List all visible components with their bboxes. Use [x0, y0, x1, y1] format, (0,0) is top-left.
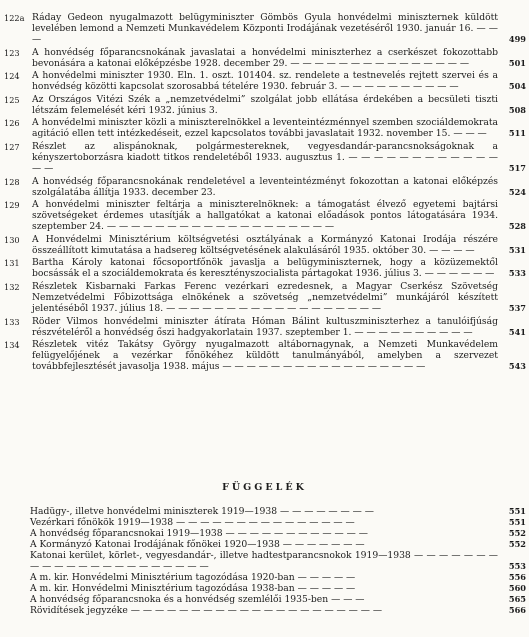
entry-page: 508	[508, 104, 526, 115]
entry-page: 511	[508, 128, 526, 139]
toc-entry	[4, 234, 526, 256]
toc-entry	[4, 339, 526, 372]
appendix-entry-text: A Kormányzó Katonai Irodájának főnökei 1920—1938 — — — — — — —	[30, 539, 365, 550]
entry-text: Röder Vilmos honvédelmi miniszter átírata Hóman Bálint kultuszminiszterhez a tanulóifjúság részvételéről a honvédség őszi hadgyakorlatain 1937. szeptember 1. — — — — — — — — — —	[32, 315, 498, 338]
appendix-entry	[30, 539, 526, 550]
appendix-entry-page: 565	[508, 594, 526, 604]
appendix-entry	[30, 605, 526, 616]
appendix-heading: FÜGGELÉK	[222, 482, 307, 493]
appendix-entry	[30, 550, 526, 572]
entry-number: 134	[4, 340, 20, 351]
entry-text: Részletek Kisbarnaki Farkas Ferenc vezérkari ezredesnek, a Magyar Cserkész Szövetség Nemzetvédelmi Főbizottsága elnökének a szövetség „nemzetvédelmi” munkájáról készített jelentéséből 1937. július 18. — — — — — — — — — — — — — — — — — —	[32, 280, 498, 314]
appendix-entry	[30, 506, 526, 517]
appendix-entry-text: A m. kir. Honvédelmi Minisztérium tagozódása 1938-ban — — — — —	[30, 583, 356, 594]
entry-page: 528	[508, 221, 526, 232]
entry-page: 504	[508, 81, 526, 92]
entry-number: 123	[4, 47, 20, 58]
toc-entry	[4, 94, 526, 116]
appendix-entry-page: 556	[508, 572, 526, 582]
appendix-entry-page: 566	[508, 605, 526, 615]
appendix-entry-page: 552	[508, 528, 526, 538]
entry-text: Az Országos Vitézi Szék a „nemzetvédelmi” szolgálat jobb ellátása érdekében a becsületi tiszti létszám felemelését kéri 1932. június 3.	[32, 93, 498, 116]
appendix-entry-text: A m. kir. Honvédelmi Minisztérium tagozódása 1920-ban — — — — —	[30, 572, 356, 583]
entry-text: Ráday Gedeon nyugalmazott belügyminiszter Gömbös Gyula honvédelmi miniszternek küldött levelében lemond a Nemzeti Munkavédelem Központi Irodájának vezetéséről 1930. január 16. — — —	[32, 12, 498, 45]
appendix-entry	[30, 594, 526, 605]
toc-list	[4, 12, 526, 374]
entry-text: A honvédség főparancsnokának rendeletével a leventeintézményt fokozottan a katonai előképzés szolgálatába állítja 1933. december 23.	[32, 175, 498, 198]
entry-text: A honvédelmi miniszter közli a miniszterelnökkel a leventeintézménnyel szemben szociáldemokrata agitáció ellen tett intézkedéseit, ezzel kapcsolatos további javaslatait 1932. november 15. — — —	[32, 117, 498, 140]
entry-page: 537	[508, 302, 526, 313]
entry-text: A honvédelmi miniszter feltárja a miniszterelnöknek: a támogatást élvező egyetemi bajtársi szövetségeket érdemes utasítják a hallgatókat a katonai előadások pontos látogatására 1934. szeptember 24. — — — — — — — — — — — — — — — — — — —	[32, 199, 498, 233]
appendix-entry	[30, 572, 526, 583]
entry-number: 128	[4, 176, 20, 187]
entry-number: 127	[4, 141, 20, 152]
toc-entry	[4, 47, 526, 69]
toc-entry	[4, 141, 526, 174]
entry-page: 543	[508, 361, 526, 372]
entry-page: 517	[508, 162, 526, 173]
appendix-entry-page: 551	[508, 517, 526, 527]
entry-number: 126	[4, 118, 20, 129]
entry-number: 125	[4, 94, 20, 105]
entry-text: Bartha Károly katonai főcsoportfőnök javaslja a belügyminiszternek, hogy a közüzemektől bocsássák el a szociáldemokrata és keresztényszocialista pártagokat 1936. július 3. — — — — — —	[32, 257, 498, 280]
appendix-entry-text: Vezérkari főnökök 1919—1938 — — — — — — — — — — — — — — —	[30, 517, 355, 528]
entry-page: 541	[508, 326, 526, 337]
entry-page: 533	[508, 268, 526, 279]
entry-number: 131	[4, 258, 20, 269]
appendix-entry-text: Hadügy-, illetve honvédelmi miniszterek 1919—1938 — — — — — — — —	[30, 506, 374, 517]
entry-page: 499	[508, 34, 526, 44]
entry-number: 132	[4, 281, 20, 292]
appendix-entry-text: Rövidítések jegyzéke — — — — — — — — — — — — — — — — — — — — —	[30, 605, 383, 616]
appendix-entry-text: A honvédség főparancsnoka és a honvédség szemlélői 1935-ben — — —	[30, 594, 365, 605]
toc-entry	[4, 316, 526, 338]
appendix-entry-text: Katonai kerület, körlet-, vegyesdandár-, illetve hadtestparancsnokok 1919—1938 — — — — — — — — — — — — — — — — — — — — — —	[30, 550, 498, 572]
toc-entry	[4, 199, 526, 232]
entry-page: 531	[508, 244, 526, 255]
entry-page: 501	[508, 57, 526, 68]
appendix-entry-page: 551	[508, 506, 526, 516]
toc-entry	[4, 281, 526, 314]
entry-number: 124	[4, 71, 20, 82]
appendix-entry-page: 553	[508, 561, 526, 571]
toc-entry	[4, 257, 526, 279]
entry-number: 130	[4, 234, 20, 245]
toc-entry	[4, 70, 526, 92]
toc-entry	[4, 117, 526, 139]
appendix-entry-page: 552	[508, 539, 526, 549]
appendix-entry	[30, 583, 526, 594]
entry-number: 129	[4, 200, 20, 211]
entry-number: 122a	[4, 13, 25, 23]
entry-number: 133	[4, 316, 20, 327]
entry-text: Részletek vitéz Takátsy György nyugalmazott altábornagynak, a Nemzeti Munkavédelem felügyelőjének a vezérkar főnökéhez küldött tanulmányából, amelyben a szervezet továbbfejlesztését javasolja 1938. május — — — — — — — — — — — — — — — — —	[32, 339, 498, 373]
entry-text: A Honvédelmi Minisztérium költségvetési osztályának a Kormányzó Katonai Irodája részére összeállított kimutatása a hadsereg költségvetésének alakulásáról 1935. október 30. — — — —	[32, 233, 498, 256]
entry-page: 524	[508, 186, 526, 197]
entry-text: A honvédség főparancsnokának javaslatai a honvédelmi miniszterhez a cserkészet fokozottabb bevonására a katonai előképzésbe 1928. december 29. — — — — — — — — — — — — — — —	[32, 46, 498, 69]
appendix-entry-text: A honvédség főparancsnokai 1919—1938 — — — — — — — — — — — —	[30, 528, 368, 539]
appendix-entry-page: 560	[508, 583, 526, 593]
entry-text: A honvédelmi miniszter 1930. Eln. 1. oszt. 101404. sz. rendelete a testnevelés rejtett szervei és a honvédség közötti kapcsolat szorosabbá tételére 1930. február 3. — — — — — — — — — —	[32, 70, 498, 93]
toc-entry	[4, 12, 526, 45]
entry-text: Részlet az alispánoknak, polgármestereknek, vegyesdandár-parancsnokságoknak a kényszertoborzásra kiadott titkos rendeletéből 1933. augusztus 1. — — — — — — — — — — — — — —	[32, 140, 498, 174]
appendix-entry	[30, 528, 526, 539]
appendix-list	[30, 506, 526, 616]
appendix-entry	[30, 517, 526, 528]
toc-entry	[4, 176, 526, 198]
